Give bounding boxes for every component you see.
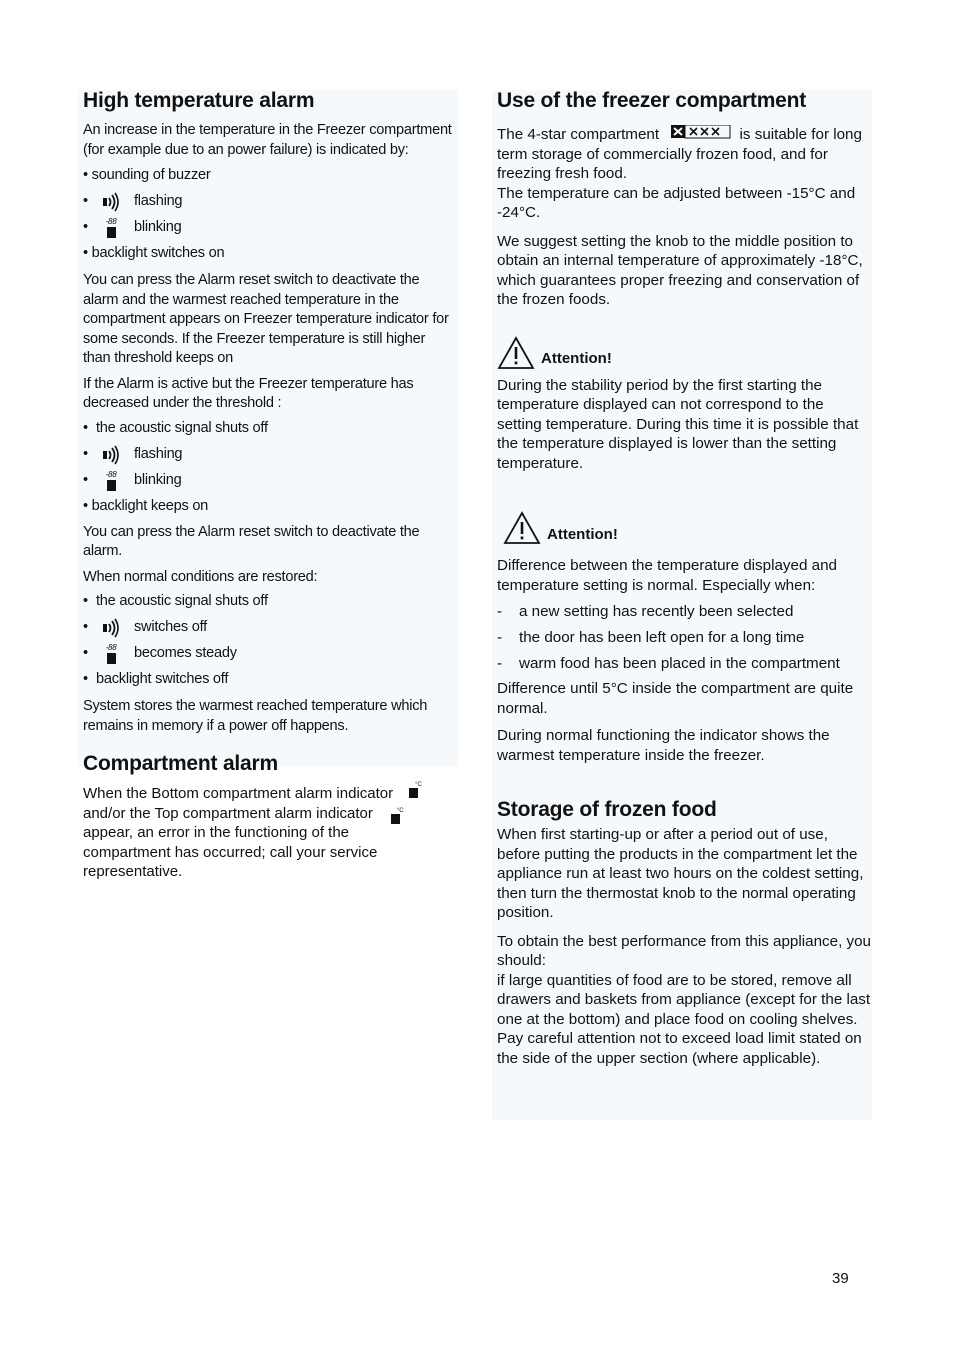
alarm-active-paragraph: If the Alarm is active but the Freezer temperature has decreased under the threshold : bbox=[83, 375, 414, 411]
buzzer-icon bbox=[98, 191, 124, 213]
buzzer-icon bbox=[98, 444, 124, 466]
alarm-reset-paragraph-2: You can press the Alarm reset switch to deactivate the alarm. bbox=[83, 523, 420, 559]
storage-paragraph-2: To obtain the best performance from this appliance, you should: if large quantities of food are to be stored, remove all drawers and baskets from appliance (except for the last one at the bottom) and place food on cooling shelves. Pay careful attention not to exceed load limit stated on the side of the upper section (where applicable). bbox=[497, 932, 871, 1067]
list-item: • backlight keeps on bbox=[83, 497, 209, 514]
list-item: • -88 blinking bbox=[83, 468, 453, 494]
temperature-display-icon: -88 bbox=[98, 643, 124, 665]
list-item: • -88 becomes steady bbox=[83, 641, 453, 667]
normal-functioning-paragraph: During normal functioning the indicator shows the warmest temperature inside the freezer. bbox=[497, 727, 830, 764]
warning-icon bbox=[497, 336, 535, 370]
freezer-use-heading: Use of the freezer compartment bbox=[497, 89, 807, 112]
list-item: - the door has been left open for a long time bbox=[497, 629, 805, 647]
attention-text-1: During the stability period by the first starting the temperature displayed can not correspond to the setting temperature. During this time it is possible that the temperature displayed is lower than the setting temperature. bbox=[497, 376, 859, 472]
warning-icon bbox=[503, 511, 541, 545]
temperature-display-icon: -88 bbox=[98, 470, 124, 492]
difference-conditions-list bbox=[497, 599, 872, 677]
freezer-use-paragraph-2: We suggest setting the knob to the middle position to obtain an internal temperature of approximately -18°C, which guarantees proper freezing and conservation of the frozen foods. bbox=[497, 232, 863, 309]
list-item: • backlight switches off bbox=[83, 671, 229, 688]
list-item: • the acoustic signal shuts off bbox=[83, 593, 268, 610]
freezer-use-paragraph-1: The 4-star compartment is suitable for long term storage of commercially frozen food, and for freezing fresh food. The temperature can be adjusted between -15°C and -24°C. bbox=[497, 126, 862, 222]
attention-heading-2: Attention! bbox=[503, 511, 872, 545]
difference-paragraph: Difference until 5°C inside the compartment are quite normal. bbox=[497, 680, 854, 717]
storage-heading: Storage of frozen food bbox=[497, 798, 717, 822]
restored-list bbox=[83, 589, 453, 693]
list-item: • -88 blinking bbox=[83, 215, 453, 241]
list-item: • the acoustic signal shuts off bbox=[83, 419, 268, 436]
temperature-display-icon: -88 bbox=[98, 217, 124, 239]
restored-paragraph: When normal conditions are restored: bbox=[83, 568, 318, 585]
compartment-alarm-text: When the Bottom compartment alarm indicator °C and/or the Top compartment alarm indicator °C appear, an error in the functioning of the compartment has occurred; call your service representative. bbox=[83, 781, 422, 880]
bottom-compartment-indicator-icon: °C bbox=[405, 782, 422, 798]
alarm-indicators-list bbox=[83, 163, 453, 267]
list-item: • flashing bbox=[83, 189, 453, 215]
list-item: • backlight switches on bbox=[83, 245, 225, 262]
list-item: - warm food has been placed in the compartment bbox=[497, 655, 840, 673]
list-item: • flashing bbox=[83, 442, 453, 468]
decreased-list bbox=[83, 416, 453, 520]
left-column bbox=[83, 88, 453, 882]
storage-paragraph-1: When first starting-up or after a period out of use, before putting the products in the compartment let the appliance run at least two hours on the coldest setting, then turn the thermostat knob to the normal operating position. bbox=[497, 826, 864, 922]
buzzer-icon bbox=[98, 617, 124, 639]
four-star-icon bbox=[671, 125, 731, 145]
memory-paragraph: System stores the warmest reached temperature which remains in memory if a power off happens. bbox=[83, 698, 428, 734]
attention-heading-1: Attention! bbox=[497, 336, 872, 370]
list-item: - a new setting has recently been selected bbox=[497, 603, 794, 621]
right-column bbox=[497, 88, 872, 1068]
high-temp-intro: An increase in the temperature in the Freezer compartment (for example due to an power failure) is indicated by: bbox=[83, 122, 452, 158]
page-number: 39 bbox=[832, 1270, 849, 1287]
attention-text-2: Difference between the temperature displayed and temperature setting is normal. Especially when: bbox=[497, 557, 837, 594]
list-item: • switches off bbox=[83, 615, 453, 641]
top-compartment-indicator-icon: °C bbox=[387, 808, 404, 824]
high-temp-alarm-heading: High temperature alarm bbox=[83, 89, 315, 112]
compartment-alarm-heading: Compartment alarm bbox=[83, 752, 278, 775]
list-item: • sounding of buzzer bbox=[83, 167, 211, 184]
alarm-reset-paragraph: You can press the Alarm reset switch to deactivate the alarm and the warmest reached temperature in the compartment appears on Freezer temperature indicator for some seconds. If the Freezer temperature is still higher than threshold keeps on bbox=[83, 272, 449, 366]
